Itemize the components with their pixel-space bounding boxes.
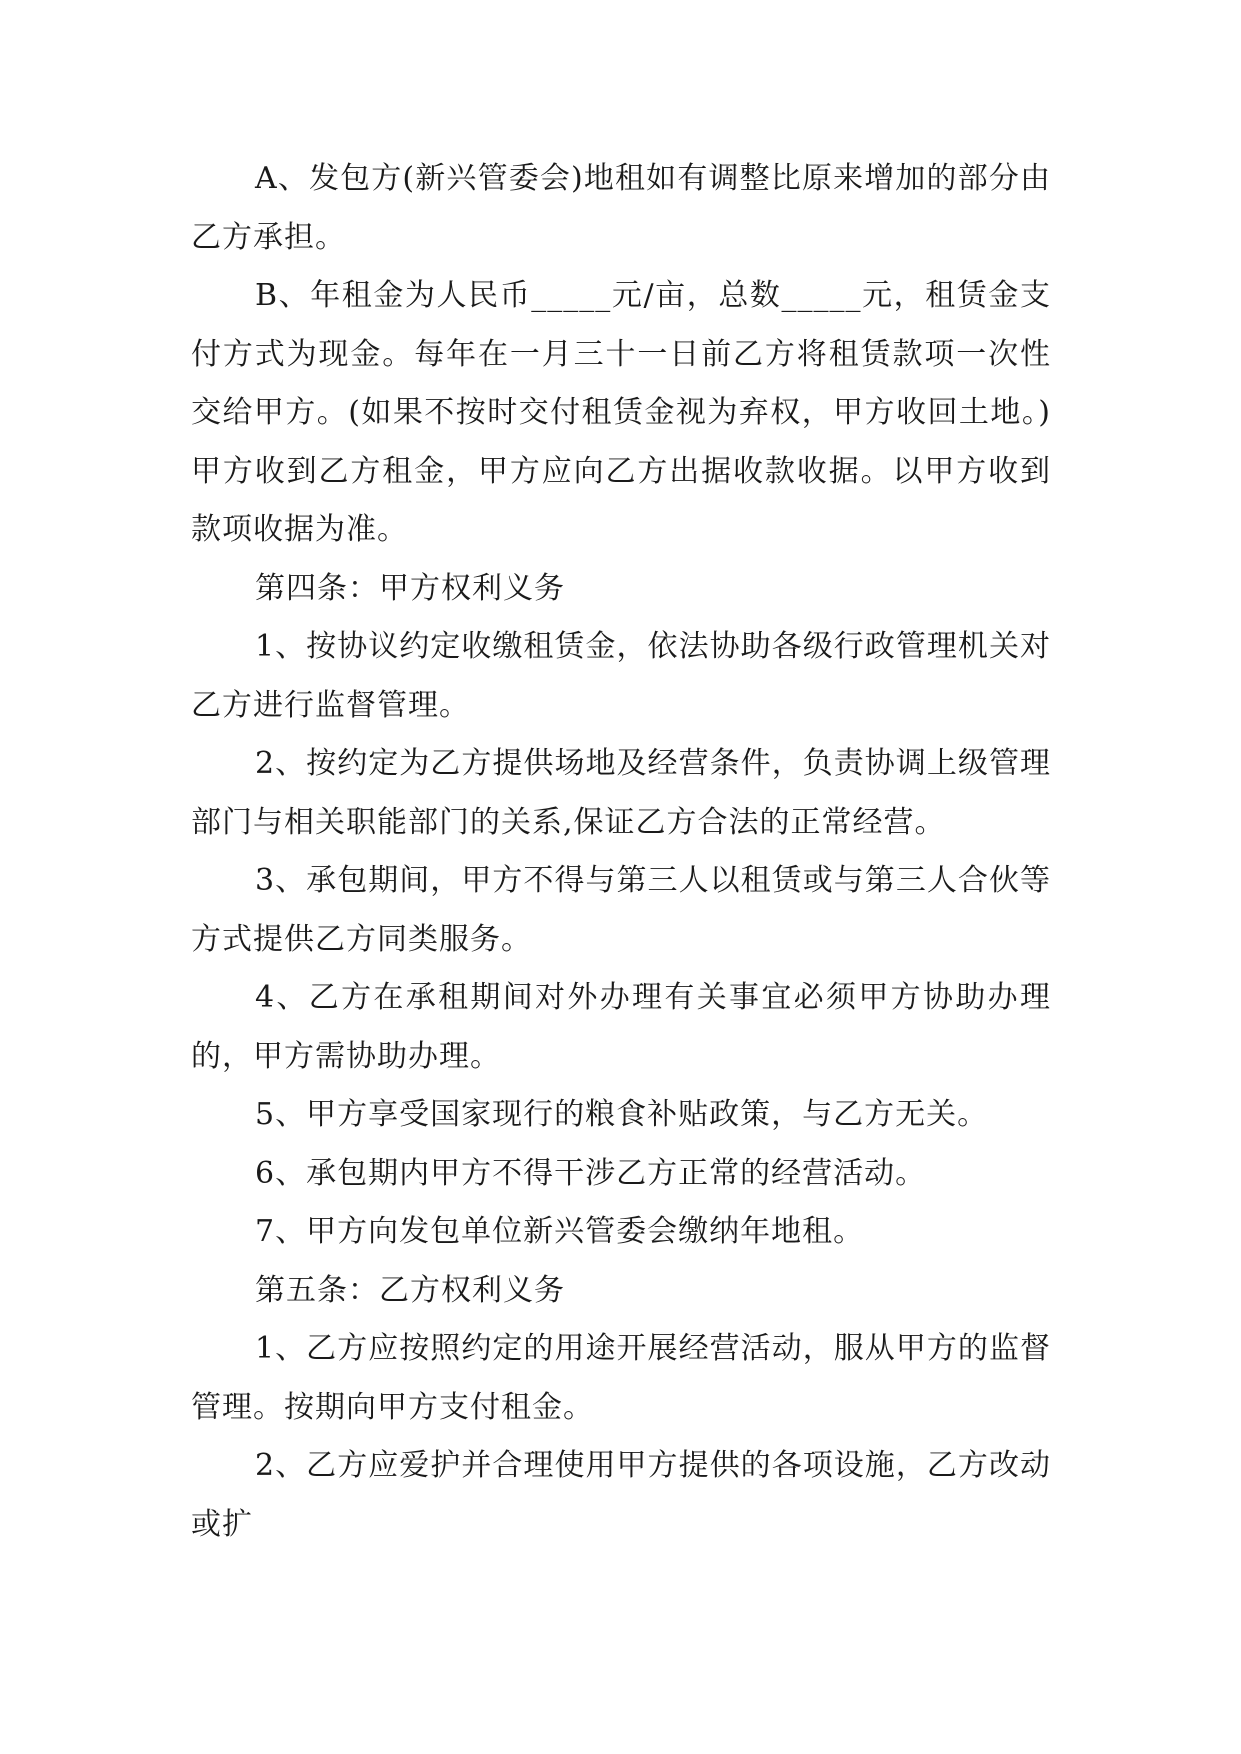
section-heading-article-5: 第五条：乙方权利义务: [255, 1272, 565, 1308]
section-heading-article-4: 第四条：甲方权利义务: [255, 570, 565, 606]
paragraph-party-a-item-1: 1、按协议约定收缴租赁金，依法协助各级行政管理机关对乙方进行监督管理。: [191, 629, 1051, 723]
paragraph-party-a-item-5: 5、甲方享受国家现行的粮食补贴政策，与乙方无关。: [255, 1097, 989, 1132]
paragraph-party-a-item-4: 4、乙方在承租期间对外办理有关事宜必须甲方协助办理的，甲方需协助办理。: [191, 980, 1051, 1074]
paragraph-party-a-item-7: 7、甲方向发包单位新兴管委会缴纳年地租。: [255, 1214, 865, 1249]
paragraph-party-b-item-2: 2、乙方应爱护并合理使用甲方提供的各项设施，乙方改动或扩: [191, 1448, 1051, 1542]
paragraph-party-a-item-2: 2、按约定为乙方提供场地及经营条件，负责协调上级管理部门与相关职能部门的关系,保证乙方合法的正常经营。: [191, 746, 1051, 840]
paragraph-annual-rent: B、年租金为人民币_____元/亩，总数_____元，租赁金支付方式为现金。每年在一月三十一日前乙方将租赁款项一次性交给甲方。(如果不按时交付租赁金视为弃权，甲方收回土地。)甲方收到乙方租金，甲方应向乙方出据收款收据。以甲方收到款项收据为准。: [191, 278, 1051, 547]
paragraph-party-a-item-6: 6、承包期内甲方不得干涉乙方正常的经营活动。: [255, 1155, 927, 1191]
paragraph-party-a-item-3: 3、承包期间，甲方不得与第三人以租赁或与第三人合伙等方式提供乙方同类服务。: [191, 863, 1051, 957]
paragraph-party-b-item-1: 1、乙方应按照约定的用途开展经营活动，服从甲方的监督管理。按期向甲方支付租金。: [191, 1331, 1051, 1425]
document-page: [191, 150, 1051, 1554]
paragraph-rent-adjustment: A、发包方(新兴管委会)地租如有调整比原来增加的部分由乙方承担。: [191, 161, 1051, 255]
